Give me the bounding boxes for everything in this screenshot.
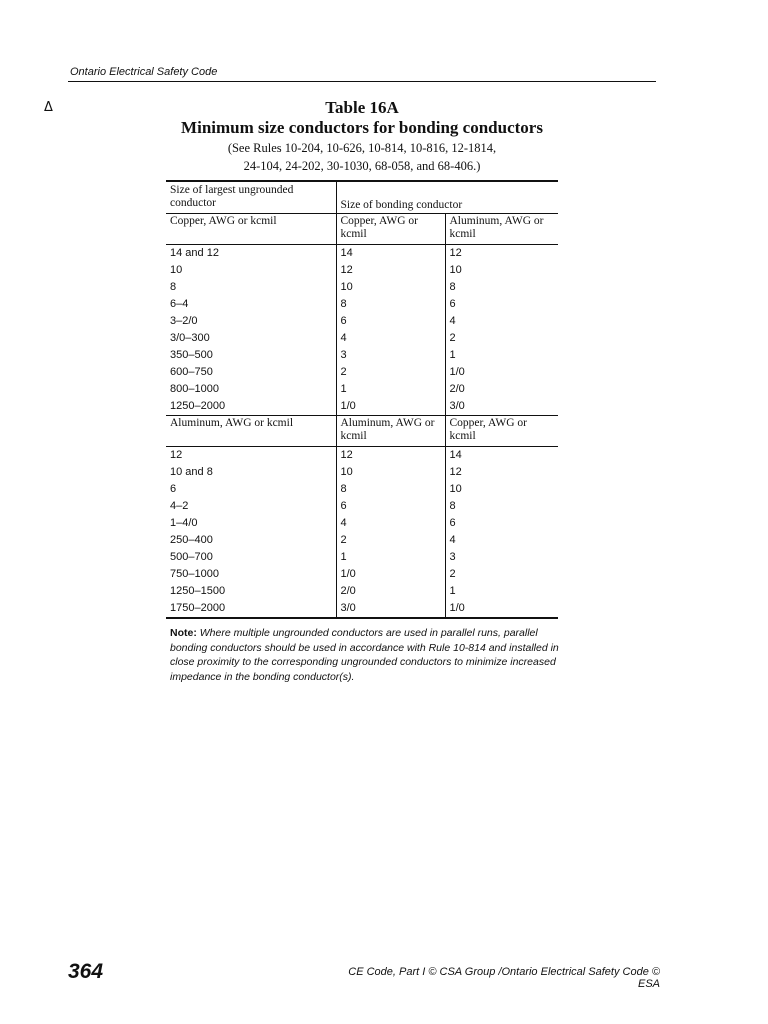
table-row: [166, 262, 558, 279]
table-cell: 10: [336, 464, 445, 481]
column-header: Aluminum, AWG or kcmil: [166, 416, 336, 447]
table-cell: 250–400: [170, 534, 213, 546]
table-cell: 10: [445, 262, 558, 279]
table-row: [166, 566, 558, 583]
table-cell: 4: [336, 515, 445, 532]
table-cell: 10: [170, 264, 183, 276]
table-cell: 1/0: [445, 600, 558, 618]
table-row: [166, 330, 558, 347]
table-title: Table 16A: [325, 98, 399, 117]
footer-copyright: CE Code, Part I © CSA Group /Ontario Electrical Safety Code © ESA: [348, 966, 660, 990]
table-cell: 1/0: [445, 364, 558, 381]
table-cell: 1: [445, 583, 558, 600]
table-row: [166, 532, 558, 549]
table-cell: 8: [336, 481, 445, 498]
table-row: [166, 364, 558, 381]
table-note: [170, 626, 570, 684]
table-cell: 1/0: [336, 566, 445, 583]
table-cell: 8: [445, 498, 558, 515]
note-label: Note:: [170, 627, 197, 639]
table-cell: 3–2/0: [170, 315, 198, 327]
table-cell: 1–4/0: [170, 517, 198, 529]
table-row: [166, 347, 558, 364]
table-title-block: [0, 98, 724, 174]
column-header: Copper, AWG or kcmil: [336, 214, 445, 245]
table-cell: 8: [336, 296, 445, 313]
column-header: Aluminum, AWG or kcmil: [336, 416, 445, 447]
table-cell: 4: [445, 532, 558, 549]
table-cell: 1: [445, 347, 558, 364]
table-cell: 800–1000: [170, 383, 219, 395]
bonding-conductor-header: Size of bonding conductor: [336, 181, 558, 214]
table-cell: 4–2: [170, 500, 189, 512]
table-cell: 6: [336, 498, 445, 515]
table-cell: 12: [336, 447, 445, 465]
table-subtitle: Minimum size conductors for bonding conductors: [181, 118, 543, 137]
table-cell: 2: [445, 330, 558, 347]
section-header-row: [166, 214, 558, 245]
table-row: [166, 245, 558, 263]
table-cell: 12: [445, 245, 558, 263]
table-cell: 3: [445, 549, 558, 566]
table-row: [166, 398, 558, 416]
largest-ungrounded-header: Size of largest ungrounded conductor: [166, 181, 336, 214]
table-cell: 8: [445, 279, 558, 296]
bonding-conductor-table: [166, 180, 558, 619]
table-cell: 12: [445, 464, 558, 481]
table-cell: 1/0: [336, 398, 445, 416]
column-header: Aluminum, AWG or kcmil: [445, 214, 558, 245]
table-cell: 12: [336, 262, 445, 279]
table-cell: 4: [445, 313, 558, 330]
change-marker: Δ: [44, 100, 53, 115]
table-cell: 1: [336, 381, 445, 398]
table-cell: 12: [166, 447, 336, 465]
table-row: [166, 515, 558, 532]
table-cell: 10 and 8: [170, 466, 213, 478]
table-cell: 350–500: [170, 349, 213, 361]
rules-reference-line-1: (See Rules 10-204, 10-626, 10-814, 10-816, 12-1814,: [227, 141, 497, 155]
table-cell: 750–1000: [170, 568, 219, 580]
table-row: [166, 313, 558, 330]
page-number: 364: [68, 960, 104, 983]
table-cell: 2/0: [445, 381, 558, 398]
table-cell: 14: [336, 245, 445, 263]
table-cell: 6: [336, 313, 445, 330]
table-cell: 6–4: [170, 298, 189, 310]
table-row: [166, 498, 558, 515]
table-cell: 3/0–300: [170, 332, 210, 344]
column-header: Copper, AWG or kcmil: [166, 214, 336, 245]
table-row: [166, 447, 558, 465]
table-cell: 10: [445, 481, 558, 498]
table-row: [166, 279, 558, 296]
table-row: [166, 464, 558, 481]
running-head: Ontario Electrical Safety Code: [70, 66, 218, 78]
table-cell: 1250–2000: [170, 400, 226, 412]
table-cell: 2: [336, 364, 445, 381]
table-row: [166, 600, 558, 618]
table-row: [166, 296, 558, 313]
table-cell: 3/0: [445, 398, 558, 416]
table-cell: 14 and 12: [166, 245, 336, 263]
table-row: [166, 381, 558, 398]
table-cell: 1750–2000: [166, 600, 336, 618]
table-cell: 6: [170, 483, 177, 495]
note-text: Where multiple ungrounded conductors are used in parallel runs, parallel bonding conductors should be used in accordance with Rule 10-814 and installed in close proximity to the corresponding ungrounded conductors to minimize increased impedance in the bonding conductor(s).: [170, 627, 559, 683]
table-cell: 1: [336, 549, 445, 566]
table-header-row: [166, 181, 558, 214]
table-cell: 4: [336, 330, 445, 347]
table-cell: 6: [445, 296, 558, 313]
table-row: [166, 583, 558, 600]
rules-reference-line-2: 24-104, 24-202, 30-1030, 68-058, and 68-406.): [243, 159, 481, 173]
table-cell: 500–700: [170, 551, 213, 563]
table-cell: 2/0: [336, 583, 445, 600]
table-cell: 6: [445, 515, 558, 532]
table-cell: 2: [336, 532, 445, 549]
table-cell: 3/0: [336, 600, 445, 618]
header-rule: [68, 81, 656, 82]
table-cell: 10: [336, 279, 445, 296]
table-cell: 8: [170, 281, 177, 293]
column-header: Copper, AWG or kcmil: [445, 416, 558, 447]
table-row: [166, 481, 558, 498]
table-cell: 600–750: [170, 366, 213, 378]
section-header-row: [166, 416, 558, 447]
table-cell: 14: [445, 447, 558, 465]
table-cell: 3: [336, 347, 445, 364]
table-cell: 2: [445, 566, 558, 583]
table-cell: 1250–1500: [170, 585, 226, 597]
table-row: [166, 549, 558, 566]
